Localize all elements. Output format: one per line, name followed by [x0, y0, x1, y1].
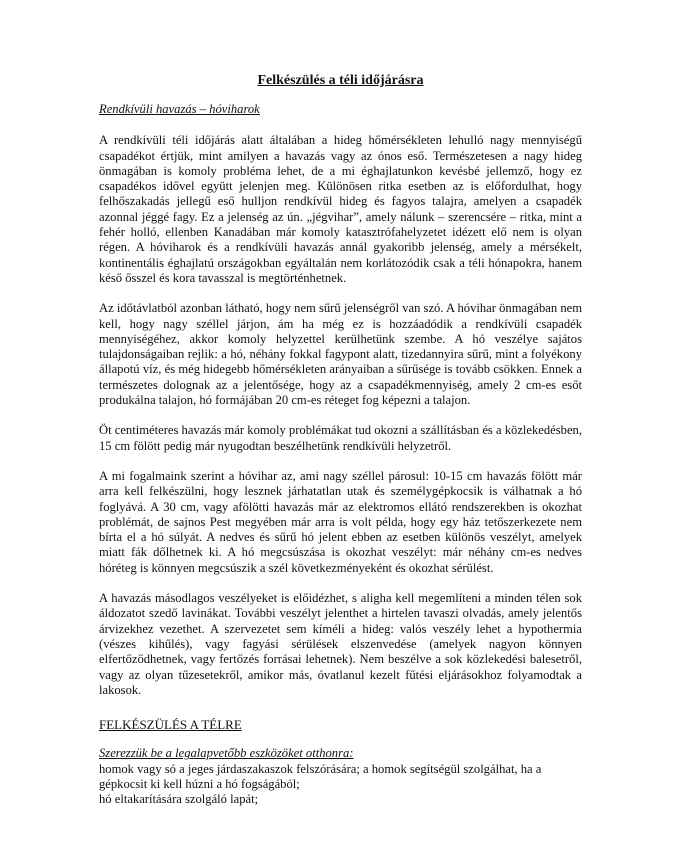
paragraph-1: A rendkívüli téli időjárás alatt általában a hideg hőmérsékleten lehulló nagy mennyiségű csapadékot értjük, mint amilyen a havazás vagy az ónos eső. Természetesen a nagy hideg önmagában is komoly probléma lehet, de a mi éghajlatunkon kevésbé jellemző, hogy ez csapadékos idővel együtt jelenjen meg. Különösen ritka esetben az is előfordulhat, hogy felhőszakadás jellegű eső hulljon rendkívül hideg és fagyos talajra, amelyen a csapadék azonnal jéggé fagy. Ez a jelenség az ún. „jégvihar”, amely nálunk – szerencsére – ritka, mint a fehér holló, ellenben Kanadában már komoly katasztrófahelyzetet idézett elő nem is olyan régen. A hóviharok és a rendkívüli havazás annál gyakoribb jelenség, amely a mérsékelt, kontinentális éghajlatú országokban egyáltalán nem korlátozódik csak a téli hónapokra, hanem késő ősszel és kora tavasszal is megtörténhetnek. [99, 133, 582, 285]
document-page [99, 72, 582, 808]
list-line-1: homok vagy só a jeges járdaszakaszok felszórására; a homok segítségül szolgálhat, ha a [99, 761, 542, 776]
paragraph-2: Az időtávlatból azonban látható, hogy nem sűrű jelenségről van szó. A hóvihar önmagában nem kell, hogy nagy széllel járjon, ám ha még ez is hozzáadódik a rendkívüli csapadék mennyiségéhez, akkor komoly helyzettel kerülhetünk szembe. A hó veszélye sajátos tulajdonságaiban rejlik: a hó, néhány fokkal fagypont alatt, tizedannyira sűrű, mint a folyékony állapotú víz, és még hidegebb hőmérsékleten arányaiban a sűrűsége is tovább csökken. Ennek a természetes dolognak az a jelentősége, hogy az a csapadékmennyiség, amely 2 cm-es esőt produkálna talajon, hó formájában 20 cm-es réteget fog képezni a talajon. [99, 301, 582, 408]
paragraph-5: A havazás másodlagos veszélyeket is előidézhet, s aligha kell megemlíteni a minden télen sok áldozatot szedő lavinákat. További veszélyt jelenthet a hirtelen tavaszi olvadás, amely jelentős árvizekhez vezethet. A szervezetet sem kíméli a hideg: valós veszély lehet a hypothermia (vészes kihűlés), vagy fagyási sérülések elszenvedése (amelyek nagyon könnyen elfertőződhetnek, vagy fertőzés forrásai lehetnek). Nem beszélve a sok közlekedési balesetről, vagy az olyan tűzesetekről, amikor más, óvatlanul kezelt fűtési eljárásokhoz folyamodtak a lakosok. [99, 591, 582, 697]
list-intro: Szerezzük be a legalapvetőbb eszközöket otthonra: [99, 746, 354, 761]
list-line-2: gépkocsit ki kell húzni a hó fogságából; [99, 776, 300, 791]
list-line-3: hó eltakarítására szolgáló lapát; [99, 792, 259, 807]
document-title: Felkészülés a téli időjárásra [257, 73, 424, 88]
section-heading-winter-preparation: FELKÉSZÜLÉS A TÉLRE [99, 717, 242, 733]
paragraph-4: A mi fogalmaink szerint a hóvihar az, ami nagy széllel párosul: 10-15 cm havazás fölött már arra kell felkészülni, hogy lesznek járhatatlan utak és személygépkocsik is válhatnak a hó foglyává. A 30 cm, vagy afölötti havazás már az elektromos ellátó rendszerekben is okozhat problémát, de sajnos Pest megyében már arra is volt példa, hogy egy ház tetőszerkezete nem bírta el a hó súlyát. A nedves és sűrű hó jelent ebben az esetben különös veszélyt, amelyek miatt fák dőlhetnek ki. A hó megcsúszása is okozhat veszélyt: már néhány cm-es nedves hóréteg is könnyen megcsúszik a szél következményeként és okozhat sérülést. [99, 468, 582, 575]
paragraph-3: Öt centiméteres havazás már komoly problémákat tud okozni a szállításban és a közlekedésben, 15 cm fölött pedig már nyugodtan beszélhetünk rendkívüli helyzetről. [99, 423, 582, 453]
section-heading-heavy-snowfall: Rendkívüli havazás – hóviharok [99, 102, 260, 116]
